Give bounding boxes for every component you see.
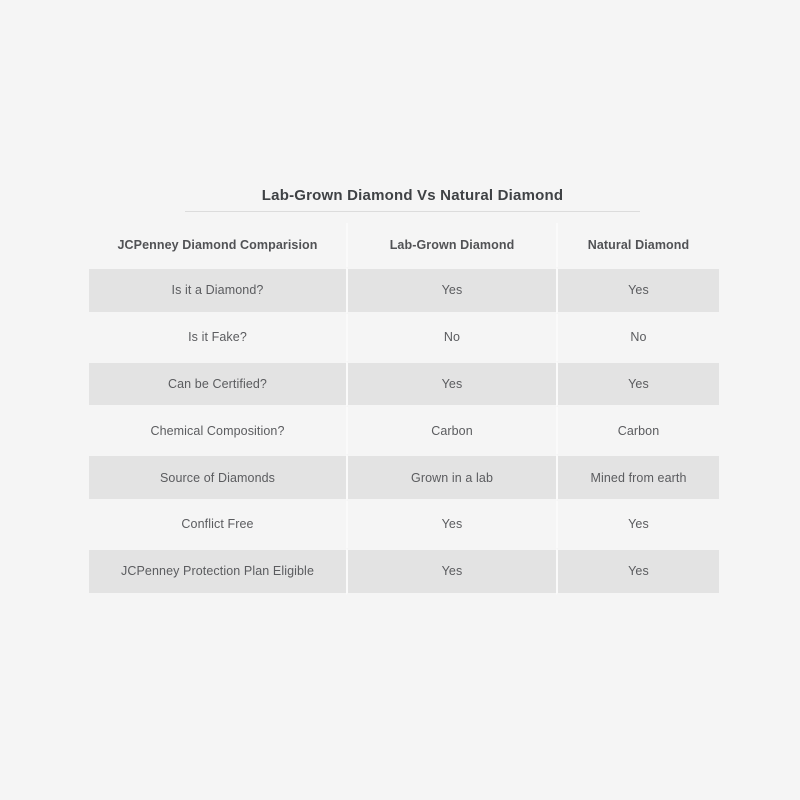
lab-grown-cell: Grown in a lab (346, 454, 556, 501)
table-row (89, 361, 719, 408)
feature-cell: Is it a Diamond? (89, 267, 346, 314)
lab-grown-cell: Yes (346, 501, 556, 548)
natural-cell: Yes (556, 361, 719, 408)
page-title: Lab-Grown Diamond Vs Natural Diamond (261, 187, 564, 204)
title-underline (185, 211, 640, 212)
lab-grown-cell: No (346, 314, 556, 361)
feature-cell: Conflict Free (181, 517, 254, 532)
natural-cell: Mined from earth (556, 454, 719, 501)
lab-grown-cell: Yes (346, 361, 556, 408)
feature-cell: Source of Diamonds (89, 454, 346, 501)
feature-cell: Can be Certified? (89, 361, 346, 408)
table-row (89, 501, 719, 548)
natural-cell: No (556, 314, 719, 361)
column-header-natural: Natural Diamond (556, 223, 719, 267)
table-row (89, 548, 719, 595)
lab-grown-cell: Yes (346, 267, 556, 314)
natural-cell: Yes (556, 267, 719, 314)
lab-grown-cell: Yes (346, 548, 556, 595)
table-row (89, 454, 719, 501)
natural-cell: Yes (556, 501, 719, 548)
table-row (89, 407, 719, 454)
column-header-lab-grown: Lab-Grown Diamond (346, 223, 556, 267)
feature-cell: Chemical Composition? (150, 423, 285, 438)
table-row (89, 314, 719, 361)
feature-cell: JCPenney Protection Plan Eligible (89, 548, 346, 595)
column-header-feature: JCPenney Diamond Comparision (117, 238, 318, 252)
comparison-table (89, 223, 719, 595)
table-header-row (89, 223, 719, 267)
natural-cell: Carbon (556, 407, 719, 454)
lab-grown-cell: Carbon (346, 407, 556, 454)
natural-cell: Yes (556, 548, 719, 595)
feature-cell: Is it Fake? (188, 330, 247, 345)
title-block (185, 187, 640, 212)
table-row (89, 267, 719, 314)
